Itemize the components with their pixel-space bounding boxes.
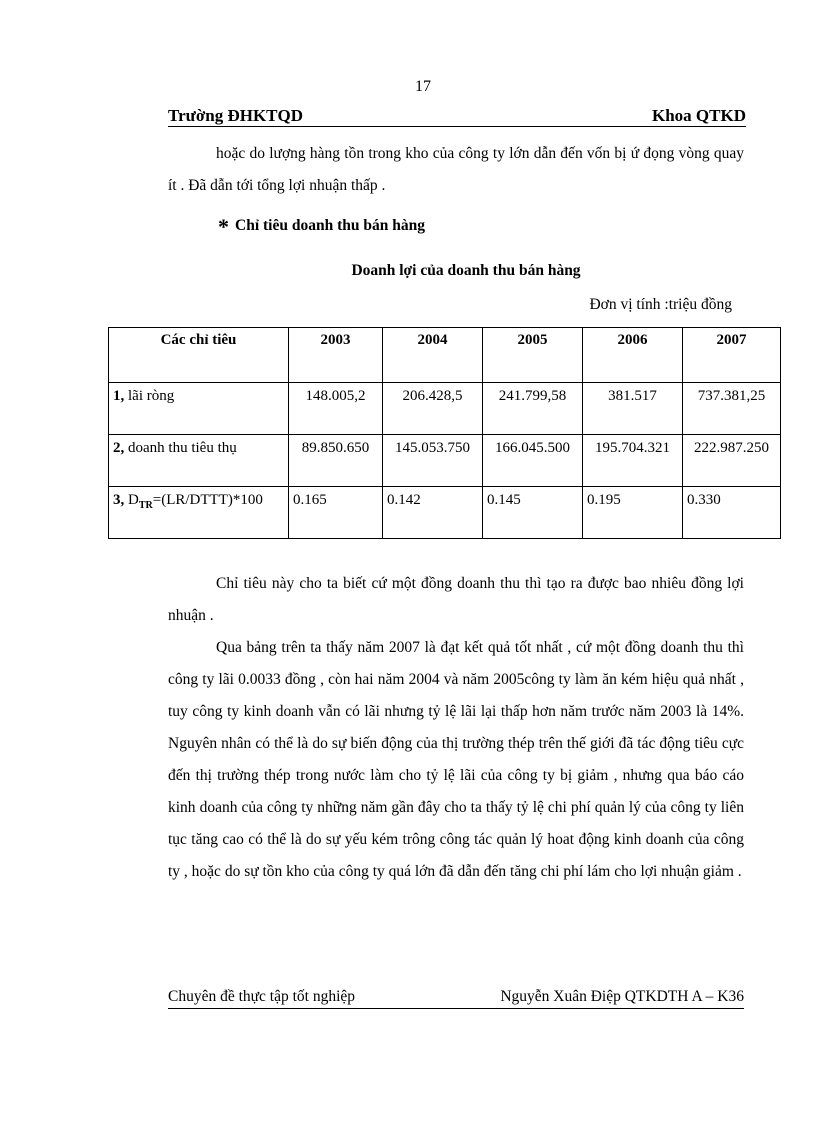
paragraph-analysis: Qua bảng trên ta thấy năm 2007 là đạt kết quả tốt nhất , cứ một đồng doanh thu thì công ty lãi 0.0033 đồng , còn hai năm 2004 và năm 2005công ty làm ăn kém hiệu quả nhất , tuy công ty kinh doanh vẫn có lãi nhưng tỷ lệ lãi lại thấp hơn năm trước năm 2003 là 14%. Nguyên nhân có thể là do sự biến động của thị trường thép trên thế giới đã tác động tiêu cực đến thị trường thép trong nước làm cho tỷ lệ lãi của công ty bị giảm , nhưng qua báo cáo kinh doanh của công ty những năm gần đây cho ta thấy tỷ lệ chi phí quản lý của công ty liên tục tăng cao có thể là do sự yếu kém trông công tác quản lý hoat động kinh doanh của công ty , hoặc do sự tồn kho của công ty quá lớn đã dẫn đến tăng chi phí lám cho lợi nhuận giảm . — [168, 639, 744, 880]
header-cell: 2006 — [583, 328, 683, 383]
table-row — [109, 487, 781, 539]
formula-suffix: =(LR/DTTT)*100 — [152, 492, 263, 508]
table-cell: 241.799,58 — [483, 383, 583, 435]
table-cell: 381.517 — [583, 383, 683, 435]
footer-author: Nguyễn Xuân Điệp QTKDTH A – K36 — [500, 988, 744, 1005]
unit-label: Đơn vị tính :triệu đồng — [589, 296, 732, 313]
table-header-row — [109, 328, 781, 383]
table-cell: 206.428,5 — [383, 383, 483, 435]
revenue-profit-table — [108, 327, 781, 539]
formula-subscript: TR — [138, 500, 153, 511]
table-row — [109, 383, 781, 435]
row-label — [109, 487, 289, 539]
header-cell: 2007 — [683, 328, 781, 383]
page-number: 17 — [415, 78, 431, 95]
table-cell: 89.850.650 — [289, 435, 383, 487]
table-cell: 737.381,25 — [683, 383, 781, 435]
row-label-text: lãi ròng — [124, 388, 175, 404]
table-cell: 195.704.321 — [583, 435, 683, 487]
header-cell: 2003 — [289, 328, 383, 383]
formula-prefix: D — [124, 492, 139, 508]
table-cell: 0.195 — [583, 487, 683, 539]
row-label — [109, 383, 289, 435]
page-header — [168, 106, 746, 127]
row-number: 3, — [113, 492, 125, 508]
section-title: Chỉ tiêu doanh thu bán hàng — [235, 217, 425, 234]
section-heading — [218, 214, 425, 240]
table-cell: 0.145 — [483, 487, 583, 539]
table-cell: 166.045.500 — [483, 435, 583, 487]
header-cell: 2004 — [383, 328, 483, 383]
paragraph-explanation: Chỉ tiêu này cho ta biết cứ một đồng doanh thu thì tạo ra được bao nhiêu đồng lợi nhuận . — [168, 575, 744, 624]
table-cell: 0.142 — [383, 487, 483, 539]
header-faculty: Khoa QTKD — [652, 106, 746, 125]
table-cell: 0.165 — [289, 487, 383, 539]
table-row — [109, 435, 781, 487]
footer-title: Chuyên đề thực tập tốt nghiệp — [168, 988, 356, 1005]
table-title: Doanh lợi của doanh thu bán hàng — [351, 262, 581, 279]
table-cell: 0.330 — [683, 487, 781, 539]
row-label — [109, 435, 289, 487]
header-cell: 2005 — [483, 328, 583, 383]
header-cell: Các chỉ tiêu — [109, 328, 289, 383]
table-cell: 145.053.750 — [383, 435, 483, 487]
paragraph-intro: hoặc do lượng hàng tồn trong kho của công ty lớn dẫn đến vốn bị ứ đọng vòng quay ít . Đã dẫn tới tổng lợi nhuận thấp . — [168, 145, 744, 194]
row-number: 2, — [113, 440, 125, 456]
row-label-text: doanh thu tiêu thụ — [124, 440, 237, 456]
page-footer — [168, 988, 744, 1009]
row-number: 1, — [113, 388, 125, 404]
table-cell: 148.005,2 — [289, 383, 383, 435]
table-cell: 222.987.250 — [683, 435, 781, 487]
asterisk-marker: * — [218, 214, 229, 239]
header-school: Trường ĐHKTQD — [168, 106, 304, 125]
